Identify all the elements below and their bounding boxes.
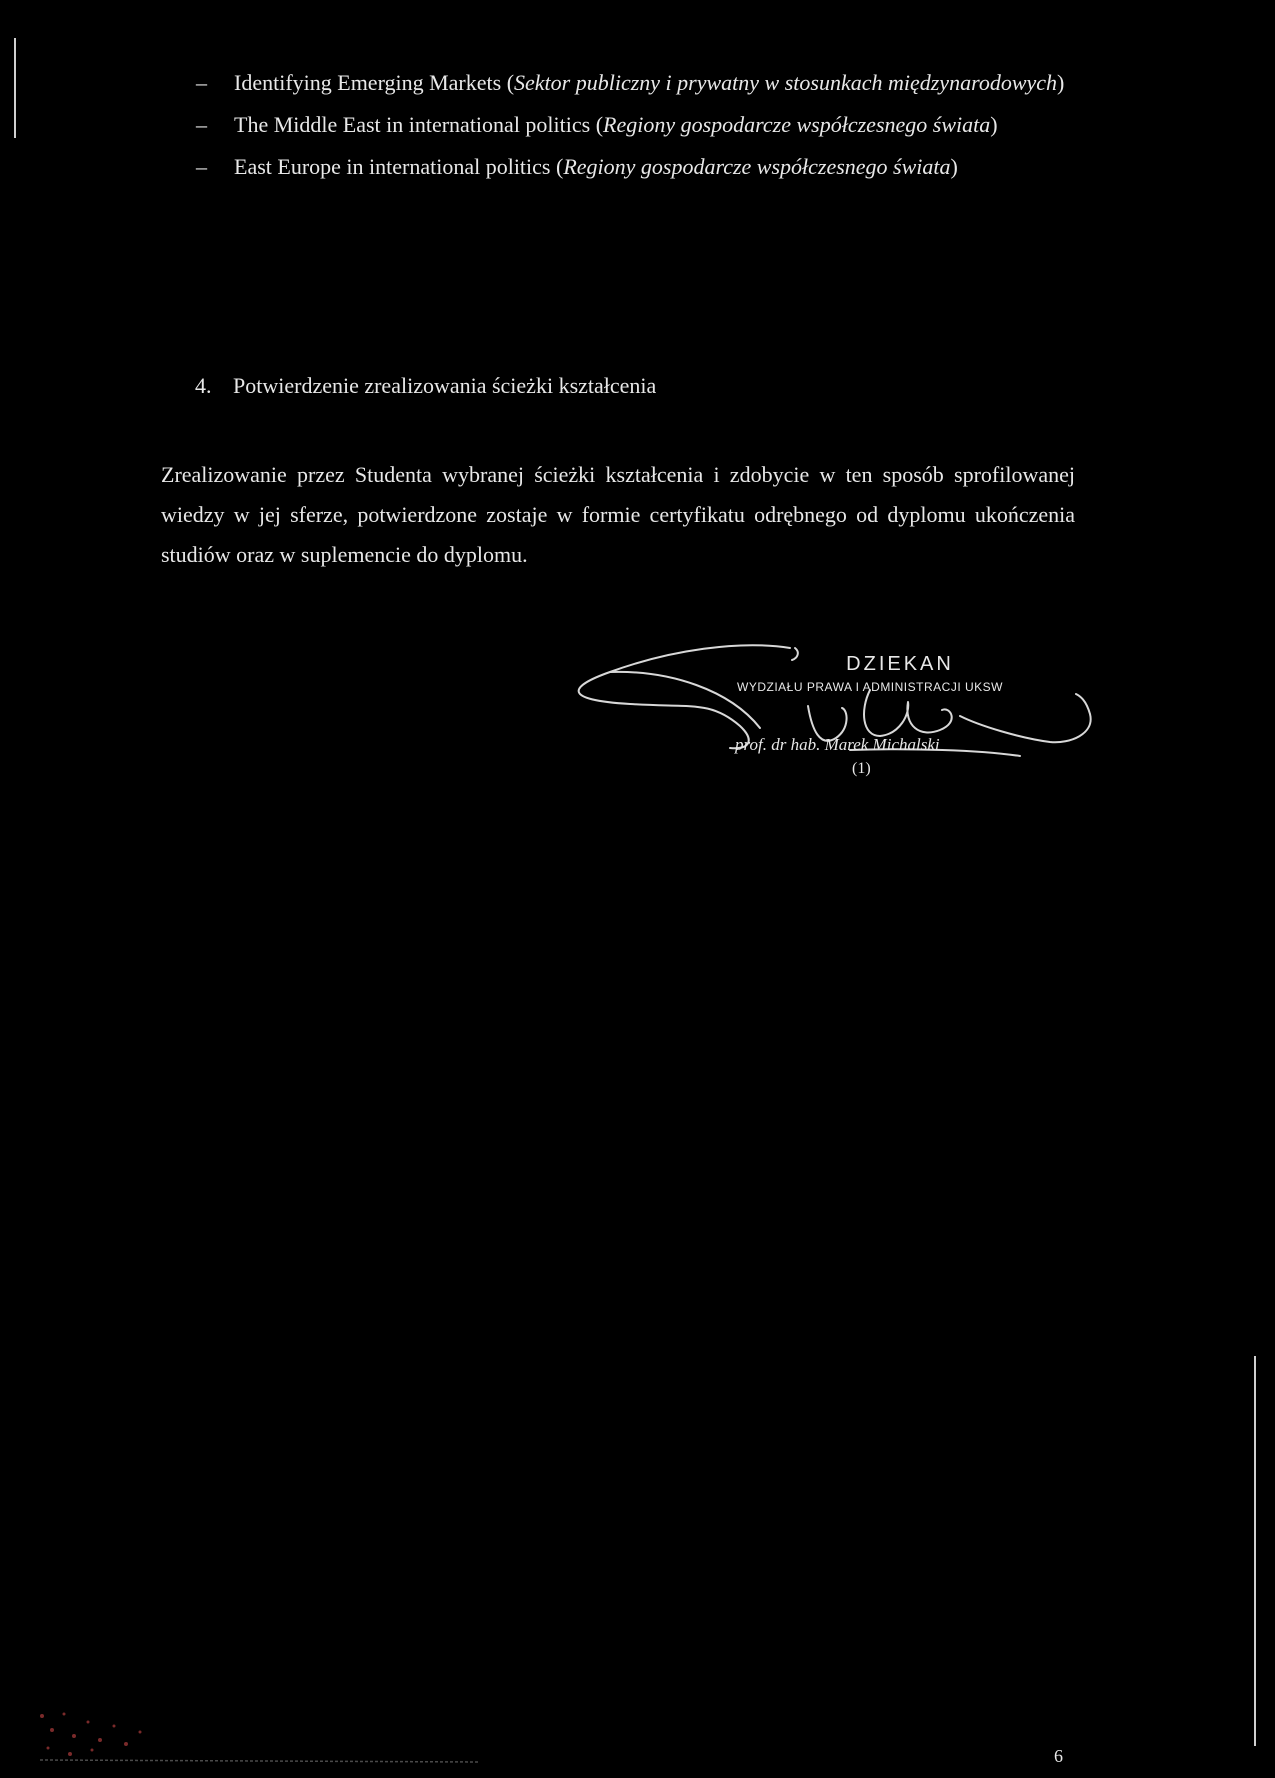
body-paragraph: Zrealizowanie przez Studenta wybranej ścieżki kształcenia i zdobycie w ten sposób sprofilowanej wiedzy w jej sferze, potwierdzone zostaje w formie certyfikatu odrębnego od dyplomu ukończenia studiów oraz w suplemencie do dyplomu. xyxy=(161,462,1075,567)
stamp-title: DZIEKAN xyxy=(846,653,954,675)
stamp-faculty: WYDZIAŁU PRAWA I ADMINISTRACJI UKSW xyxy=(737,680,1003,694)
course-program: Regiony gospodarcze współczesnego świata xyxy=(603,112,991,137)
course-program: Regiony gospodarcze współczesnego świata xyxy=(563,154,951,179)
page-number: 6 xyxy=(1054,1746,1063,1766)
list-dash: – xyxy=(196,154,207,179)
list-dash: – xyxy=(196,70,207,95)
section-number: 4. xyxy=(195,373,212,398)
course-title: East Europe in international politics xyxy=(234,154,551,179)
section-heading xyxy=(195,370,656,402)
course-item: – East Europe in international politics (Regiony gospodarcze współczesnego świata) xyxy=(188,146,1078,188)
section-heading-text: Potwierdzenie zrealizowania ścieżki kształcenia xyxy=(233,373,657,398)
scan-noise-mark xyxy=(30,1696,490,1766)
stamp-name: prof. dr hab. Marek Michalski xyxy=(735,735,940,754)
course-list xyxy=(188,62,1078,188)
scan-edge-line-left xyxy=(14,38,16,138)
course-title: The Middle East in international politics xyxy=(234,112,591,137)
stamp-note: (1) xyxy=(852,760,871,777)
course-item: – Identifying Emerging Markets (Sektor publiczny i prywatny w stosunkach międzynarodowych) xyxy=(188,62,1078,104)
scan-edge-line-right xyxy=(1254,1356,1256,1746)
list-dash: – xyxy=(196,112,207,137)
course-program: Sektor publiczny i prywatny w stosunkach międzynarodowych xyxy=(514,70,1058,95)
course-item: – The Middle East in international politics (Regiony gospodarcze współczesnego świata) xyxy=(188,104,1078,146)
course-title: Identifying Emerging Markets xyxy=(234,70,502,95)
dean-stamp xyxy=(700,652,1040,696)
